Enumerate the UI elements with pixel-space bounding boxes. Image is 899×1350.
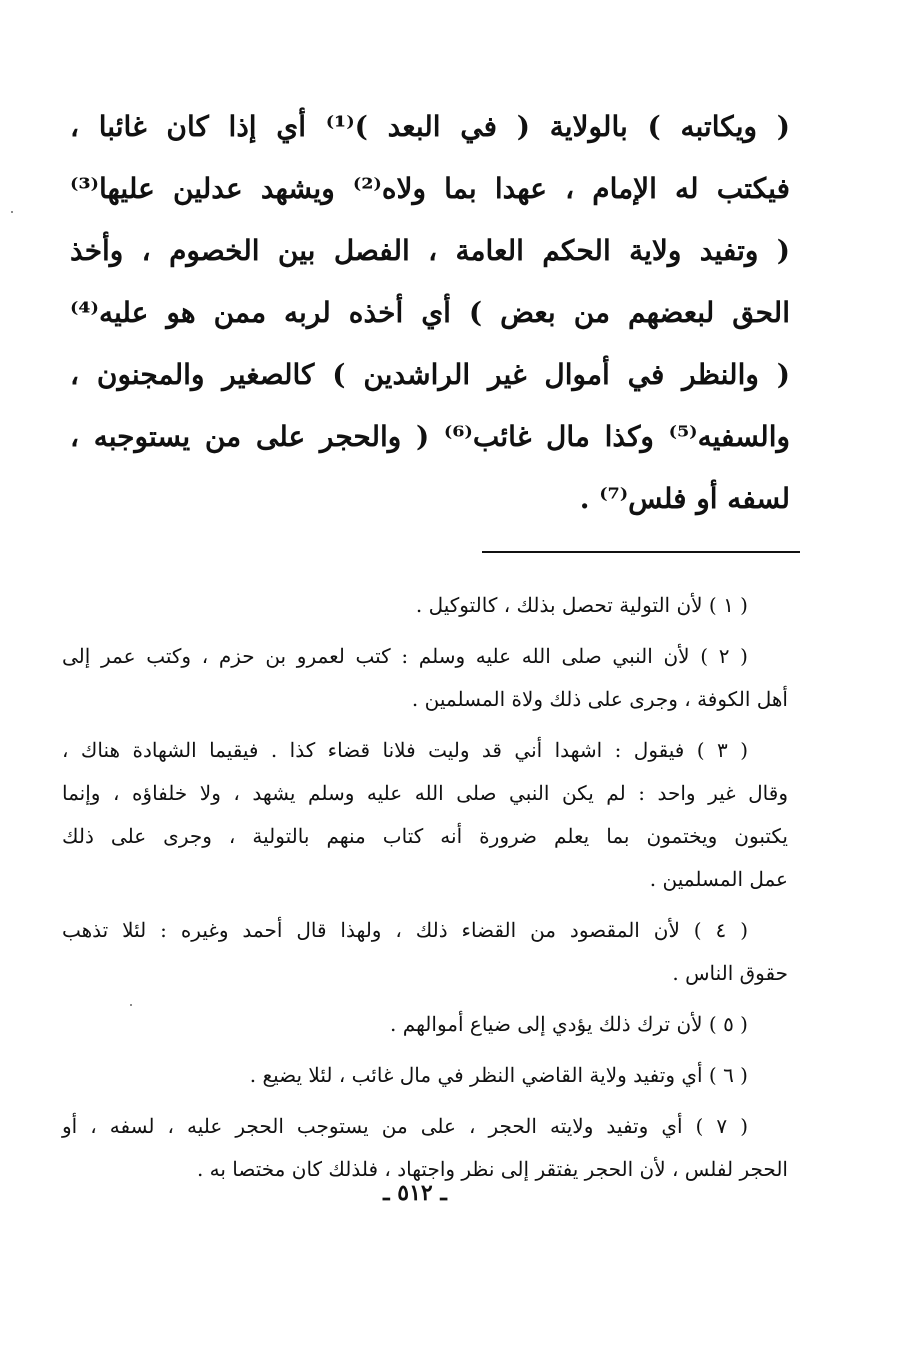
- footnote-line: عمل المسلمين .: [649, 867, 788, 891]
- footnote-line: أهل الكوفة ، وجرى على ذلك ولاة المسلمين .: [411, 687, 788, 711]
- scan-speck: [11, 211, 13, 213]
- footnote-line: ( ٦ ) أي وتفيد ولاية القاضي النظر في مال غائب ، لئلا يضيع .: [249, 1063, 748, 1087]
- main-text-line: ( ويكاتبه ) بالولاية ( في البعد )⁽¹⁾ أي إذا كان غائبا ،: [70, 110, 790, 143]
- main-text-line: ( وتفيد ولاية الحكم العامة ، الفصل بين الخصوم ، وأخذ: [70, 234, 790, 267]
- footnote-1: [62, 584, 788, 627]
- footnote-line: ( ٢ ) لأن النبي صلى الله عليه وسلم : كتب لعمرو بن حزم ، وكتب عمر إلى: [62, 644, 748, 668]
- footnote-2: [62, 635, 788, 721]
- page-number: ـ ٥١٢ ـ: [383, 1180, 447, 1206]
- footnote-separator: [482, 551, 800, 553]
- footnote-line: الحجر لفلس ، لأن الحجر يفتقر إلى نظر واجتهاد ، فلذلك كان مختصا به .: [196, 1157, 788, 1181]
- footnote-line: ( ٣ ) فيقول : اشهدا أني قد وليت فلانا قضاء كذا . فيقيما الشهادة هناك ،: [62, 738, 748, 762]
- footnote-line: ( ١ ) لأن التولية تحصل بذلك ، كالتوكيل .: [415, 593, 748, 617]
- footnote-line: ( ٤ ) لأن المقصود من القضاء ذلك ، ولهذا قال أحمد وغيره : لئلا تذهب: [62, 918, 748, 942]
- footnote-line: ( ٥ ) لأن ترك ذلك يؤدي إلى ضياع أموالهم .: [390, 1012, 748, 1036]
- footnote-6: [62, 1054, 788, 1097]
- main-text-line: ( والنظر في أموال غير الراشدين ) كالصغير والمجنون ،: [70, 358, 790, 391]
- main-text-line: الحق لبعضهم من بعض ) أي أخذه لربه ممن هو عليه⁽⁴⁾: [70, 296, 790, 329]
- scan-speck: [130, 1004, 132, 1006]
- footnote-5: [62, 1003, 788, 1046]
- main-text-line: فيكتب له الإمام ، عهدا بما ولاه⁽²⁾ ويشهد عدلين عليها⁽³⁾: [70, 172, 790, 205]
- footnote-line: يكتبون ويختمون بما يعلم ضرورة أنه كتاب منهم بالتولية ، وجرى على ذلك: [62, 824, 788, 848]
- footnote-line: ( ٧ ) أي وتفيد ولايته الحجر ، على من يستوجب الحجر عليه ، لسفه ، أو: [62, 1114, 748, 1138]
- footnotes: [62, 584, 788, 1199]
- main-text-line: لسفه أو فلس⁽⁷⁾ .: [579, 482, 790, 515]
- footnote-line: وقال غير واحد : لم يكن النبي صلى الله عليه وسلم يشهد ، ولا خلفاؤه ، وإنما: [62, 781, 788, 805]
- main-text-line: والسفيه⁽⁵⁾ وكذا مال غائب⁽⁶⁾ ( والحجر على من يستوجبه ،: [70, 420, 791, 453]
- footnote-7: [62, 1105, 788, 1191]
- footnote-4: [62, 909, 788, 995]
- footnote-line: حقوق الناس .: [672, 961, 788, 985]
- footnote-3: [62, 729, 788, 901]
- main-text: [70, 96, 790, 530]
